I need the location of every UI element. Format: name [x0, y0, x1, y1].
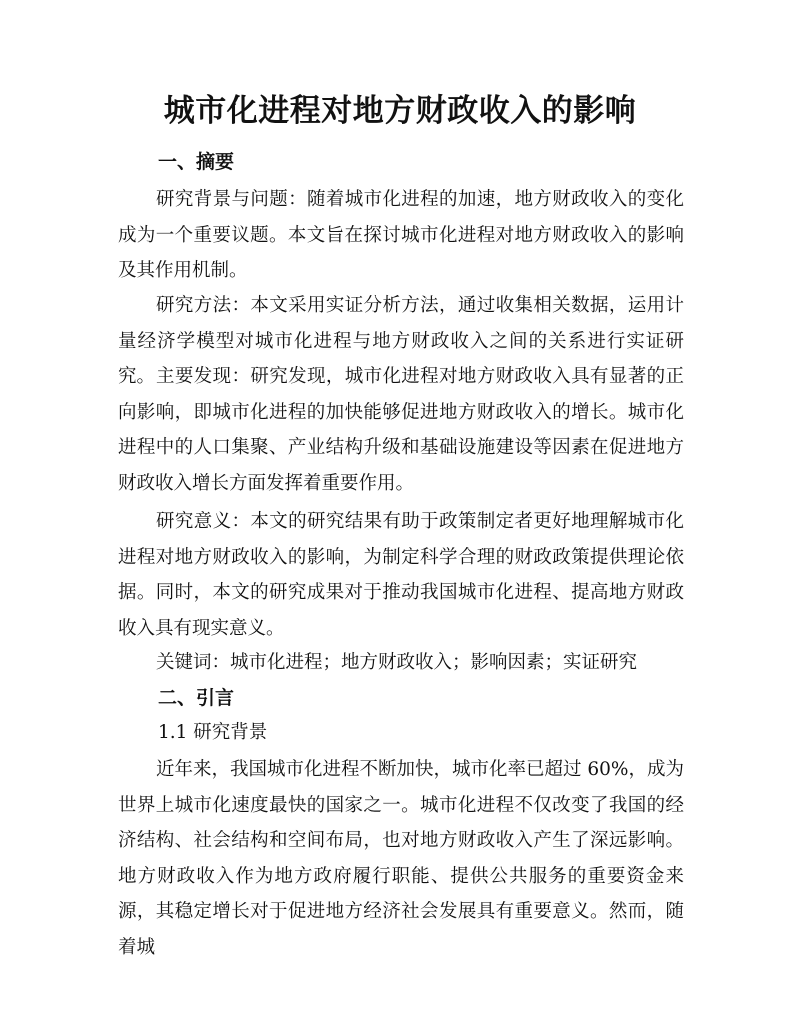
abstract-paragraph-method: 研究方法：本文采用实证分析方法，通过收集相关数据，运用计量经济学模型对城市化进程与地方财政收入之间的关系进行实证研究。	[118, 295, 684, 388]
background-paragraph: 近年来，我国城市化进程不断加快，城市化率已超过 60%，成为世界上城市化速度最快的国家之一。城市化进程不仅改变了我国的经济结构、社会结构和空间布局，也对地方财政收入产生了深远影响。地方财政收入作为地方政府履行职能、提供公共服务的重要资金来源，其稳定增长对于促进地方经济社会发展具有重要意义。然而，随着城	[118, 759, 685, 958]
section-heading-introduction: 二、引言	[158, 687, 235, 709]
abstract-paragraph-significance: 研究意义：本文的研究结果有助于政策制定者更好地理解城市化进程对地方财政收入的影响，为制定科学合理的财政政策提供理论依据。同时，本文的研究成果对于推动我国城市化进程、提高地方财政收入具有现实意义。	[118, 511, 684, 639]
section-heading-abstract: 一、摘要	[158, 151, 235, 173]
abstract-paragraph-background: 研究背景与问题：随着城市化进程的加速，地方财政收入的变化成为一个重要议题。本文旨在探讨城市化进程对地方财政收入的影响及其作用机制。	[118, 189, 684, 282]
keywords-line: 关键词：城市化进程；地方财政收入；影响因素；实证研究	[156, 652, 638, 673]
abstract-paragraph-findings: 主要发现：研究发现，城市化进程对地方财政收入具有显著的正向影响，即城市化进程的加快能够促进地方财政收入的增长。城市化进程中的人口集聚、产业结构升级和基础设施建设等因素在促进地方财政收入增长方面发挥着重要作用。	[118, 366, 684, 494]
document-title: 城市化进程对地方财政收入的影响	[163, 93, 637, 129]
subsection-heading-research-background: 1.1 研究背景	[158, 722, 268, 743]
